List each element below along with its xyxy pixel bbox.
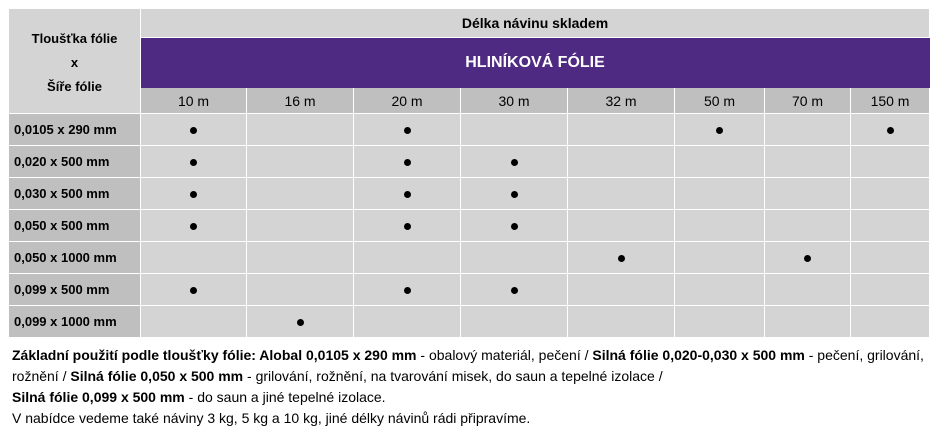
availability-cell bbox=[247, 242, 354, 274]
availability-cell bbox=[247, 274, 354, 306]
in-stock-dot-icon bbox=[716, 127, 723, 134]
availability-cell bbox=[568, 114, 675, 146]
availability-cell bbox=[141, 274, 247, 306]
availability-cell bbox=[851, 242, 930, 274]
availability-cell bbox=[675, 242, 765, 274]
row-label: 0,050 x 500 mm bbox=[9, 210, 141, 242]
availability-cell bbox=[461, 242, 568, 274]
availability-cell bbox=[851, 306, 930, 338]
row-label: 0,099 x 1000 mm bbox=[9, 306, 141, 338]
availability-cell bbox=[765, 306, 851, 338]
table-row bbox=[9, 210, 930, 242]
availability-cell bbox=[851, 178, 930, 210]
availability-cell bbox=[675, 274, 765, 306]
availability-cell bbox=[141, 178, 247, 210]
length-header-cell: 10 m bbox=[141, 88, 247, 114]
in-stock-dot-icon bbox=[404, 191, 411, 198]
availability-cell bbox=[675, 146, 765, 178]
availability-cell bbox=[568, 242, 675, 274]
note-bold-3: Silná fólie 0,050 x 500 mm bbox=[70, 368, 244, 384]
availability-cell bbox=[675, 306, 765, 338]
availability-cell bbox=[247, 146, 354, 178]
in-stock-dot-icon bbox=[190, 223, 197, 230]
usage-notes bbox=[12, 345, 932, 429]
usage-note-paragraph bbox=[12, 345, 932, 408]
in-stock-dot-icon bbox=[511, 287, 518, 294]
length-header-cell: 30 m bbox=[461, 88, 568, 114]
in-stock-dot-icon bbox=[190, 159, 197, 166]
availability-cell bbox=[247, 114, 354, 146]
in-stock-dot-icon bbox=[190, 191, 197, 198]
in-stock-dot-icon bbox=[404, 127, 411, 134]
row-label: 0,020 x 500 mm bbox=[9, 146, 141, 178]
availability-cell bbox=[851, 210, 930, 242]
availability-cell bbox=[354, 146, 461, 178]
in-stock-dot-icon bbox=[804, 255, 811, 262]
availability-cell bbox=[354, 274, 461, 306]
availability-cell bbox=[461, 178, 568, 210]
table-body bbox=[9, 114, 930, 338]
note-text-3: - grilování, rožnění, na tvarování misek, do saun a tepelné izolace / bbox=[243, 368, 663, 384]
availability-cell bbox=[354, 242, 461, 274]
in-stock-dot-icon bbox=[190, 127, 197, 134]
note-text-2: - pečení, grilování, rožnění / bbox=[12, 347, 924, 384]
availability-cell bbox=[247, 306, 354, 338]
note-text-4: - do saun a jiné tepelné izolace. bbox=[184, 389, 386, 405]
corner-header bbox=[9, 9, 141, 114]
availability-cell bbox=[568, 178, 675, 210]
availability-cell bbox=[354, 114, 461, 146]
availability-cell bbox=[568, 274, 675, 306]
stock-length-header: Délka návinu skladem bbox=[141, 9, 930, 38]
length-header-cell: 32 m bbox=[568, 88, 675, 114]
table-row bbox=[9, 178, 930, 210]
in-stock-dot-icon bbox=[511, 159, 518, 166]
in-stock-dot-icon bbox=[404, 223, 411, 230]
availability-cell bbox=[461, 274, 568, 306]
in-stock-dot-icon bbox=[511, 223, 518, 230]
availability-cell bbox=[354, 210, 461, 242]
availability-table bbox=[8, 8, 930, 338]
availability-cell bbox=[568, 210, 675, 242]
availability-cell bbox=[765, 146, 851, 178]
length-header-cell: 20 m bbox=[354, 88, 461, 114]
in-stock-dot-icon bbox=[190, 287, 197, 294]
length-header-row bbox=[9, 88, 930, 114]
availability-cell bbox=[568, 146, 675, 178]
availability-cell bbox=[675, 178, 765, 210]
availability-cell bbox=[675, 210, 765, 242]
corner-line-width: Šíře fólie bbox=[47, 79, 102, 94]
availability-cell bbox=[851, 274, 930, 306]
row-label: 0,0105 x 290 mm bbox=[9, 114, 141, 146]
availability-cell bbox=[765, 210, 851, 242]
in-stock-dot-icon bbox=[404, 159, 411, 166]
table-row bbox=[9, 242, 930, 274]
length-header-cell: 16 m bbox=[247, 88, 354, 114]
table-row bbox=[9, 146, 930, 178]
availability-cell bbox=[461, 306, 568, 338]
availability-cell bbox=[851, 114, 930, 146]
availability-cell bbox=[461, 146, 568, 178]
note-bold-4: Silná fólie 0,099 x 500 mm bbox=[12, 389, 185, 405]
corner-line-thickness: Tloušťka fólie bbox=[31, 31, 118, 46]
length-header-cell: 50 m bbox=[675, 88, 765, 114]
availability-cell bbox=[765, 274, 851, 306]
extra-offer-note: V nabídce vedeme také náviny 3 kg, 5 kg a 10 kg, jiné délky návinů rádi připravíme. bbox=[12, 410, 531, 426]
availability-cell bbox=[141, 242, 247, 274]
product-header: HLINÍKOVÁ FÓLIE bbox=[141, 38, 930, 88]
row-label: 0,030 x 500 mm bbox=[9, 178, 141, 210]
table-row bbox=[9, 114, 930, 146]
availability-cell bbox=[675, 114, 765, 146]
availability-cell bbox=[247, 178, 354, 210]
availability-cell bbox=[141, 306, 247, 338]
availability-cell bbox=[141, 210, 247, 242]
note-text-1: - obalový materiál, pečení / bbox=[416, 347, 593, 363]
row-label: 0,050 x 1000 mm bbox=[9, 242, 141, 274]
in-stock-dot-icon bbox=[618, 255, 625, 262]
length-header-cell: 70 m bbox=[765, 88, 851, 114]
availability-cell bbox=[354, 178, 461, 210]
in-stock-dot-icon bbox=[297, 319, 304, 326]
availability-cell bbox=[765, 178, 851, 210]
note-bold-2: Silná fólie 0,020-0,030 x 500 mm bbox=[592, 347, 805, 363]
availability-cell bbox=[141, 146, 247, 178]
availability-cell bbox=[354, 306, 461, 338]
availability-cell bbox=[247, 210, 354, 242]
length-header-cell: 150 m bbox=[851, 88, 930, 114]
corner-line-x: x bbox=[70, 55, 79, 70]
availability-cell bbox=[141, 114, 247, 146]
availability-cell bbox=[765, 114, 851, 146]
availability-cell bbox=[461, 210, 568, 242]
row-label: 0,099 x 500 mm bbox=[9, 274, 141, 306]
table-row bbox=[9, 306, 930, 338]
availability-cell bbox=[568, 306, 675, 338]
note-bold-1: Základní použití podle tloušťky fólie: Alobal 0,0105 x 290 mm bbox=[12, 347, 417, 363]
in-stock-dot-icon bbox=[404, 287, 411, 294]
availability-cell bbox=[765, 242, 851, 274]
table-row bbox=[9, 274, 930, 306]
in-stock-dot-icon bbox=[511, 191, 518, 198]
in-stock-dot-icon bbox=[887, 127, 894, 134]
availability-cell bbox=[461, 114, 568, 146]
availability-cell bbox=[851, 146, 930, 178]
